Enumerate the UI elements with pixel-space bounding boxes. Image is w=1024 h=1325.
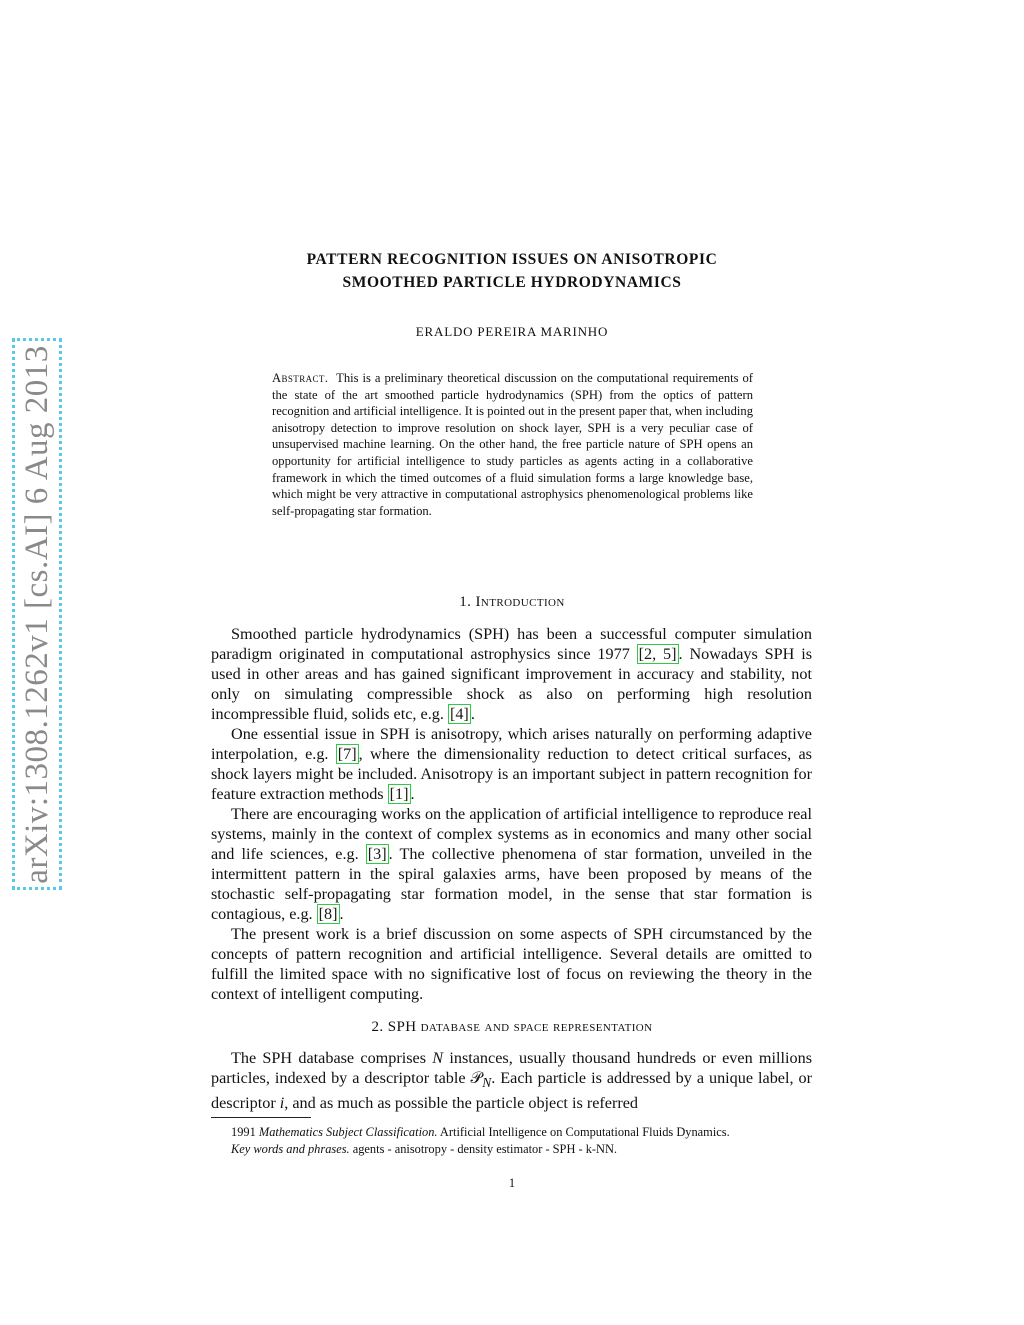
footnote-divider	[211, 1117, 311, 1118]
text-run: 1991	[231, 1125, 259, 1139]
author-name: ERALDO PEREIRA MARINHO	[415, 324, 609, 339]
footnote-keywords	[211, 1141, 812, 1158]
citation-link[interactable]: [2, 5]	[638, 645, 677, 663]
text-run: . Nowadays SPH is used in other areas and has gained significant improvement in accuracy and stability, not only on simulating compressible shock as also on performing high resolution incompressible fluid, solids etc, e.g.	[211, 645, 813, 723]
text-run: , and as much as possible the particle object is referred	[284, 1094, 639, 1113]
section-2-number: 2.	[371, 1019, 384, 1035]
citation-link[interactable]: [8]	[318, 905, 338, 923]
text-run: One essential issue in SPH is anisotropy, which arises naturally on performing adaptive interpolation, e.g.	[211, 725, 812, 763]
text-run: .	[339, 905, 344, 923]
footnotes	[211, 1124, 812, 1157]
section-1-heading	[150, 594, 874, 611]
paragraph: The present work is a brief discussion on some aspects of SPH circumstanced by the concepts of pattern recognition and artificial intelligence. Several details are omitted to fulfill the limited space with no significative lost of focus on reviewing the theory in the context of intelligent computing.	[211, 925, 812, 1003]
paragraph	[211, 724, 812, 804]
paper-title	[150, 248, 874, 294]
section-1-number: 1.	[459, 594, 472, 610]
text-run: . Each particle is addressed by a unique label, or descriptor	[211, 1069, 812, 1113]
title-line-2: SMOOTHED PARTICLE HYDRODYNAMICS	[342, 274, 682, 291]
text-run: . The collective phenomena of star formation, unveiled in the intermittent pattern in the spiral galaxies arms, have been proposed by means of the stochastic self-propagating star formation model, in the sense that star formation is contagious, e.g.	[211, 845, 812, 923]
abstract-heading: Abstract.	[272, 371, 329, 385]
section-2-body	[211, 1048, 812, 1113]
paragraph	[211, 624, 812, 724]
citation-link[interactable]: [1]	[389, 785, 409, 803]
math-symbol: i	[279, 1094, 285, 1113]
text-run: Smoothed particle hydrodynamics (SPH) has been a successful computer simulation paradigm originated in computational astrophysics since 1977	[211, 625, 812, 663]
math-symbol: 𝒫	[470, 1069, 483, 1087]
footnote-label: Mathematics Subject Classification.	[258, 1125, 438, 1139]
section-2-title-sph: SPH	[387, 1019, 417, 1035]
text-run: The SPH database comprises	[231, 1049, 433, 1067]
citation-link[interactable]: [7]	[337, 745, 357, 763]
paragraph	[211, 1048, 812, 1113]
arxiv-identifier: arXiv:1308.1262v1 [cs.AI] 6 Aug 2013	[18, 344, 55, 884]
page-number: 1	[508, 1176, 516, 1190]
footnote-msc	[211, 1124, 812, 1141]
section-1-body	[211, 624, 812, 1004]
abstract-text: This is a preliminary theoretical discussion on the computational requirements of the state of the art smoothed particle hydrodynamics (SPH) from the optics of pattern recognition and artificial intelligence. It is pointed out in the present paper that, when including anisotropy detection to improve resolution on shock layer, SPH is a very peculiar case of unsupervised machine learning. On the other hand, the free particle nature of SPH opens an opportunity for artificial intelligence to study particles as agents acting in a collaborative framework in which the timed outcomes of a fluid simulation forms a large knowledge base, which might be very attractive in computational astrophysics phenomenological problems like self-propagating star formation.	[272, 371, 753, 518]
footnote-label: Key words and phrases.	[231, 1141, 350, 1156]
text-run: , where the dimensionality reduction to detect critical surfaces, as shock layers might be included. Anisotropy is an important subject in pattern recognition for feature extraction methods	[211, 745, 812, 803]
math-subscript: N	[482, 1075, 492, 1091]
text-run: .	[470, 705, 475, 723]
title-line-1: PATTERN RECOGNITION ISSUES ON ANISOTROPIC	[306, 251, 718, 268]
section-1-title: Introduction	[475, 594, 565, 610]
text-run: There are encouraging works on the application of artificial intelligence to reproduce real systems, mainly in the context of complex systems as in economics and many other social and life sciences, e.g.	[211, 805, 812, 863]
section-2-heading	[150, 1019, 874, 1036]
text-run: Artificial Intelligence on Computational Fluids Dynamics.	[437, 1125, 730, 1139]
citation-link[interactable]: [4]	[449, 705, 469, 723]
text-run: .	[410, 785, 415, 803]
citation-link[interactable]: [3]	[367, 845, 387, 863]
paragraph	[211, 804, 812, 924]
text-run: agents - anisotropy - density estimator - SPH - k-NN.	[349, 1141, 618, 1156]
math-symbol: N	[432, 1049, 444, 1067]
abstract	[272, 370, 753, 519]
text-run: instances, usually thousand hundreds or even millions particles, indexed by a descriptor table	[211, 1049, 812, 1087]
arxiv-identifier-stamp	[12, 338, 62, 890]
section-2-title: database and space representation	[420, 1019, 653, 1035]
